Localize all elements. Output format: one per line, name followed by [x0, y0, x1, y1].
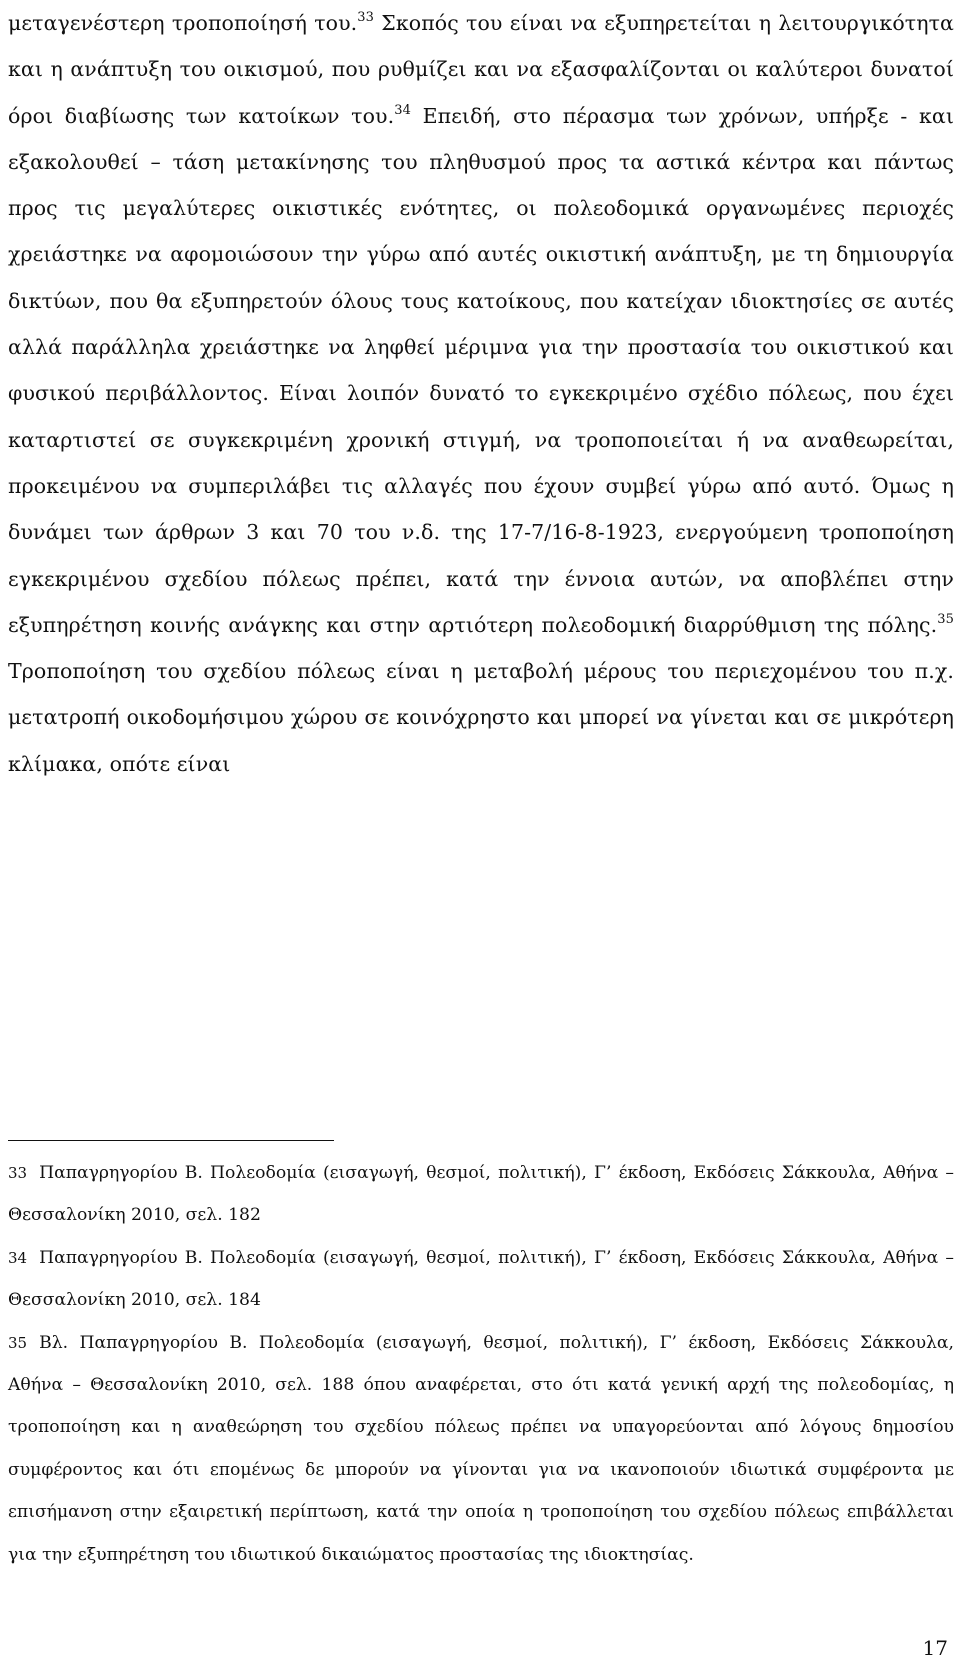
body-text-segment: Επειδή, στο πέρασμα των χρόνων, υπήρξε - και εξακολουθεί – τάση μετακίνησης του πληθυσμού προς τα αστικά κέντρα και πάντως προς τις μεγαλύτερες οικιστικές ενότητες, οι πολεοδομικά οργανωμένες περιοχές χρειάστηκε να αφομοιώσουν την γύρω από αυτές οικιστική ανάπτυξη, με τη δημιουργία δικτύων, που θα εξυπηρετούν όλους τους κατοίκους, που κατείχαν ιδιοκτησίες σε αυτές αλλά παράλληλα χρειάστηκε να ληφθεί μέριμνα για την προστασία του οικιστικού και φυσικού περιβάλλοντος. Είναι λοιπόν δυνατό το εγκεκριμένο σχέδιο πόλεως, που έχει καταρτιστεί σε συγκεκριμένη χρονική στιγμή, να τροποποιείται ή να αναθεωρείται, προκειμένου να συμπεριλάβει τις αλλαγές που έχουν συμβεί γύρω από αυτό. Όμως η δυνάμει των άρθρων 3 και 70 του ν.δ. της 17-7/16-8-1923, ενεργούμενη τροποποίηση εγκεκριμένου σχεδίου πόλεως πρέπει, κατά την έννοια αυτών, να αποβλέπει στην εξυπηρέτηση κοινής ανάγκης και στην αρτιότερη πολεοδομική διαρρύθμιση της πόλης. — [8, 103, 954, 637]
footnote-text: Βλ. Παπαγρηγορίου Β. Πολεοδομία (εισαγωγή, θεσμοί, πολιτική), Γ’ έκδοση, Εκδόσεις Σάκκουλα, Αθήνα – Θεσσαλονίκη 2010, σελ. 188 όπου αναφέρεται, στο ότι κατά γενική αρχή της πολεοδομίας, η τροποποίηση και η αναθεώρηση του σχεδίου πόλεως πρέπει να υπαγορεύονται από λόγους δημοσίου συμφέροντος και ότι επομένως δε μπορούν να γίνονται για να ικανοποιούν ιδιωτικά συμφέροντα με επισήμανση στην εξαιρετική περίπτωση, κατά την οποία η τροποποίηση του σχεδίου πόλεως επιβάλλεται για την εξυπηρέτηση του ιδιωτικού δικαιώματος προστασίας της ιδιοκτησίας. — [8, 1332, 954, 1565]
body-text-segment: μεταγενέστερη τροποποίησή του. — [8, 11, 358, 35]
body-text-segment: Σκοπός του είναι να εξυπηρετείται η λειτουργικότητα και η ανάπτυξη του οικισμού, που ρυθμίζει και να εξασφαλίζονται οι καλύτεροι δυνατοί όροι διαβίωσης των κατοίκων του. — [8, 11, 954, 128]
footnote-35 — [8, 1322, 954, 1576]
footnote-number: 34 — [8, 1248, 28, 1267]
body-text-segment: Τροποποίηση του σχεδίου πόλεως είναι η μεταβολή μέρους του περιεχομένου του π.χ. μετατροπή οικοδομήσιμου χώρου σε κοινόχρηστο και μπορεί να γίνεται και σε μικρότερη κλίμακα, οπότε είναι — [8, 659, 954, 776]
footnote-34 — [8, 1237, 954, 1322]
footnote-number: 35 — [8, 1333, 28, 1352]
footnote-separator — [8, 1140, 334, 1141]
page-number: 17 — [922, 1636, 948, 1660]
footnote-ref-33[interactable]: 33 — [357, 10, 375, 25]
footnote-33 — [8, 1152, 954, 1237]
footnotes — [8, 1152, 954, 1576]
footnote-ref-35[interactable]: 35 — [937, 611, 954, 627]
main-paragraph — [8, 0, 954, 787]
footnote-ref-34[interactable]: 34 — [394, 102, 411, 118]
footnote-number: 33 — [8, 1164, 28, 1182]
footnote-text: Παπαγρηγορίου Β. Πολεοδομία (εισαγωγή, θεσμοί, πολιτική), Γ’ έκδοση, Εκδόσεις Σάκκουλα, Αθήνα – Θεσσαλονίκη 2010, σελ. 184 — [8, 1247, 954, 1311]
footnote-text: Παπαγρηγορίου Β. Πολεοδομία (εισαγωγή, θεσμοί, πολιτική), Γ’ έκδοση, Εκδόσεις Σάκκουλα, Αθήνα – Θεσσαλονίκη 2010, σελ. 182 — [8, 1163, 954, 1226]
